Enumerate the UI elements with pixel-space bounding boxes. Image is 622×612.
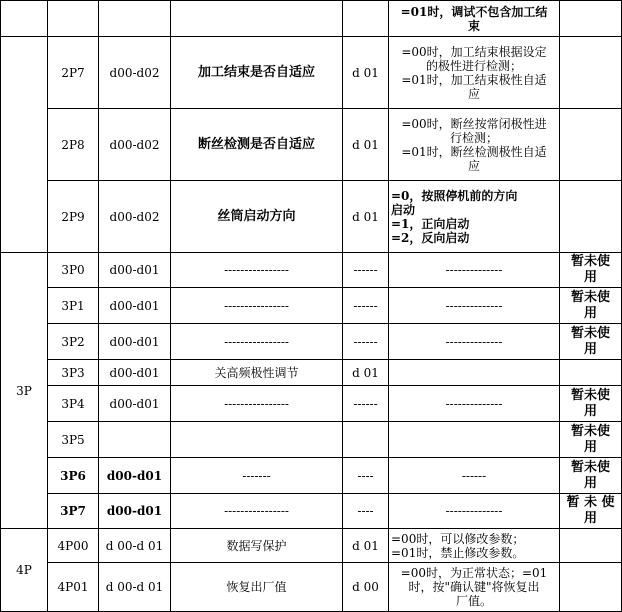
description-cell: [389, 422, 560, 458]
description-cell: --------------: [389, 253, 560, 288]
remark-cell: 暂未使 用: [560, 288, 622, 324]
unit-cell: [343, 1, 389, 37]
range-cell: d00-d01: [99, 494, 171, 529]
remark-cell: 暂未使 用: [560, 422, 622, 458]
name-cell: 关高频极性调节: [171, 360, 343, 386]
range-cell: d00-d02: [99, 181, 171, 253]
description-cell: =00时，加工结束根据设定 的极性进行检测； =01时，加工结束极性自适 应: [389, 37, 560, 109]
code-cell: 3P2: [48, 324, 99, 360]
description-cell: =00时，断丝按常闭极性进 行检测； =01时，断丝检测极性自适 应: [389, 109, 560, 181]
unit-cell: d 01: [343, 529, 389, 563]
range-cell: d00-d02: [99, 109, 171, 181]
group-cell: [1, 37, 48, 253]
unit-cell: ------: [343, 386, 389, 422]
name-cell: [171, 1, 343, 37]
unit-cell: ----: [343, 494, 389, 529]
range-cell: d00-d01: [99, 386, 171, 422]
code-cell: 4P01: [48, 563, 99, 612]
code-cell: 3P0: [48, 253, 99, 288]
range-cell: d00-d01: [99, 360, 171, 386]
unit-cell: ------: [343, 324, 389, 360]
range-cell: d00-d01: [99, 253, 171, 288]
name-cell: ----------------: [171, 288, 343, 324]
remark-cell: [560, 563, 622, 612]
description-cell: ------: [389, 458, 560, 494]
range-cell: d 00-d 01: [99, 529, 171, 563]
description-cell: --------------: [389, 494, 560, 529]
remark-cell: [560, 1, 622, 37]
remark-cell: 暂未使 用: [560, 386, 622, 422]
name-cell: ----------------: [171, 253, 343, 288]
name-cell: -------: [171, 458, 343, 494]
remark-cell: [560, 109, 622, 181]
description-cell: [389, 360, 560, 386]
unit-cell: d 00: [343, 563, 389, 612]
remark-cell: [560, 529, 622, 563]
code-cell: 2P8: [48, 109, 99, 181]
code-cell: [48, 1, 99, 37]
group-cell: 4P: [1, 529, 48, 612]
unit-cell: ----: [343, 458, 389, 494]
remark-cell: [560, 37, 622, 109]
group-cell: 3P: [1, 253, 48, 529]
description-cell: =01时，调试不包含加工结 束: [389, 1, 560, 37]
unit-cell: ------: [343, 253, 389, 288]
remark-cell: [560, 181, 622, 253]
range-cell: d 00-d 01: [99, 563, 171, 612]
code-cell: 3P6: [48, 458, 99, 494]
description-cell: --------------: [389, 324, 560, 360]
name-cell: 恢复出厂值: [171, 563, 343, 612]
code-cell: 3P1: [48, 288, 99, 324]
description-cell: =00时，可以修改参数； =01时，禁止修改参数。: [389, 529, 560, 563]
range-cell: d00-d01: [99, 324, 171, 360]
name-cell: 丝筒启动方向: [171, 181, 343, 253]
description-cell: --------------: [389, 386, 560, 422]
remark-cell: [560, 360, 622, 386]
unit-cell: ------: [343, 288, 389, 324]
name-cell: ----------------: [171, 386, 343, 422]
name-cell: 数据写保护: [171, 529, 343, 563]
name-cell: 加工结束是否自适应: [171, 37, 343, 109]
unit-cell: d 01: [343, 109, 389, 181]
range-cell: [99, 422, 171, 458]
code-cell: 4P00: [48, 529, 99, 563]
code-cell: 3P4: [48, 386, 99, 422]
range-cell: d00-d01: [99, 288, 171, 324]
range-cell: d00-d02: [99, 37, 171, 109]
unit-cell: [343, 422, 389, 458]
remark-cell: 暂未使 用: [560, 324, 622, 360]
description-cell: =00时，为正常状态；=01 时，按"确认键"将恢复出 厂值。: [389, 563, 560, 612]
description-cell: =0，按照停机前的方向 启动 =1，正向启动 =2，反向启动: [389, 181, 560, 253]
name-cell: 断丝检测是否自适应: [171, 109, 343, 181]
remark-cell: 暂 未 使 用: [560, 494, 622, 529]
name-cell: ----------------: [171, 324, 343, 360]
range-cell: [99, 1, 171, 37]
code-cell: 3P3: [48, 360, 99, 386]
code-cell: 3P7: [48, 494, 99, 529]
unit-cell: d 01: [343, 360, 389, 386]
description-cell: --------------: [389, 288, 560, 324]
remark-cell: 暂未使 用: [560, 253, 622, 288]
name-cell: ----------------: [171, 494, 343, 529]
code-cell: 2P7: [48, 37, 99, 109]
remark-cell: 暂未使 用: [560, 458, 622, 494]
unit-cell: d 01: [343, 181, 389, 253]
range-cell: d00-d01: [99, 458, 171, 494]
code-cell: 2P9: [48, 181, 99, 253]
name-cell: [171, 422, 343, 458]
code-cell: 3P5: [48, 422, 99, 458]
code-cell: [1, 1, 48, 37]
unit-cell: d 01: [343, 37, 389, 109]
